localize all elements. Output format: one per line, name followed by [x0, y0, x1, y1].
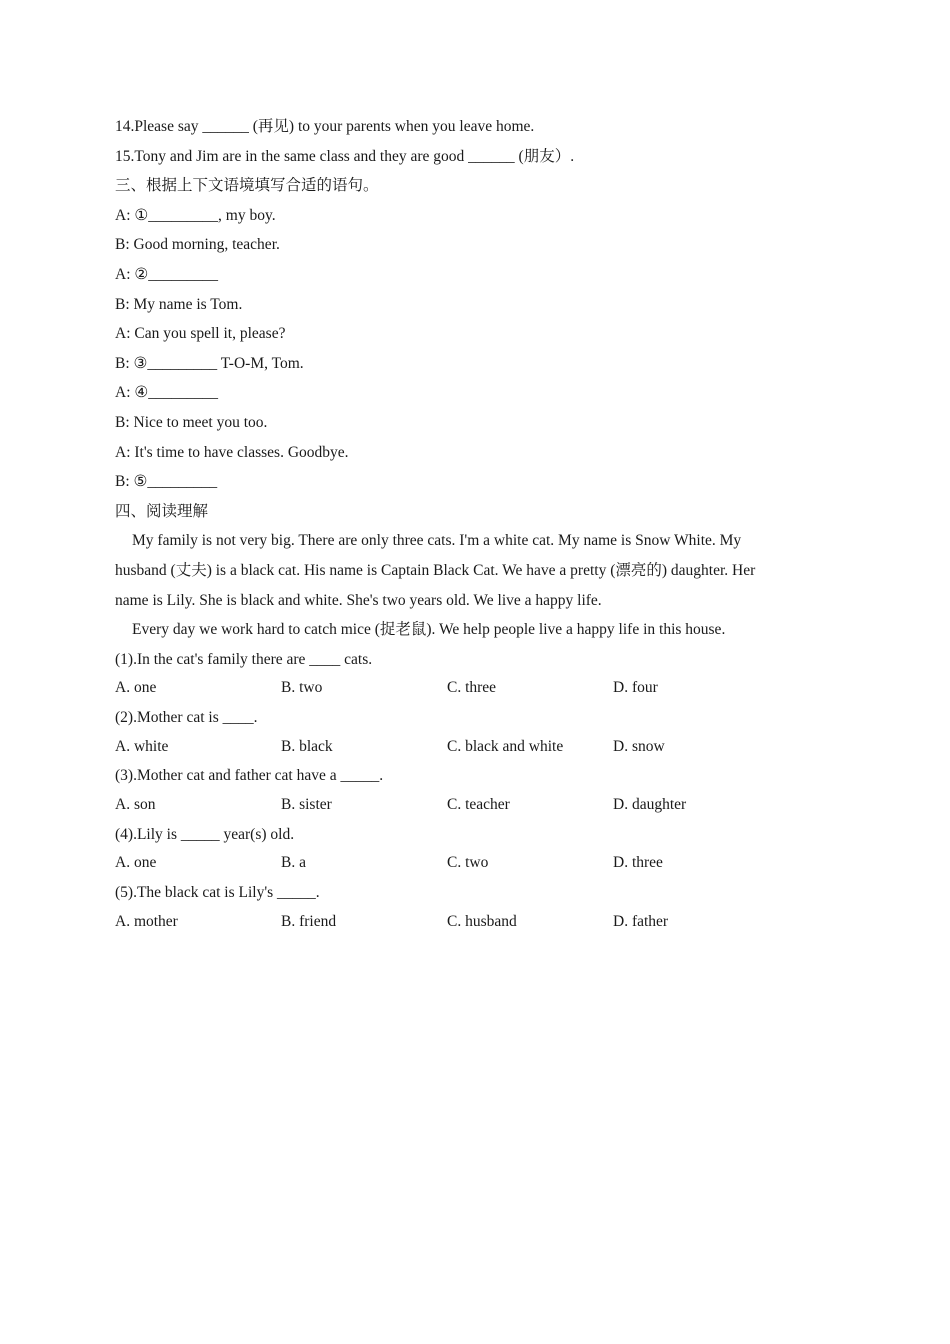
- option-a: A. mother: [115, 912, 178, 930]
- dialogue-line: B: Good morning, teacher.: [115, 236, 280, 254]
- option-b: B. friend: [281, 912, 337, 930]
- question-stem: (4).Lily is _____ year(s) old.: [115, 825, 295, 843]
- dialogue-line: A: ①_________, my boy.: [115, 206, 276, 224]
- dialogue-line: B: My name is Tom.: [115, 295, 243, 313]
- question-stem: (1).In the cat's family there are ____ cats.: [115, 650, 373, 668]
- option-c: C. two: [447, 854, 489, 872]
- option-a: A. one: [115, 854, 157, 872]
- option-a: A. white: [115, 737, 169, 755]
- question-stem: (3).Mother cat and father cat have a _____.: [115, 767, 384, 785]
- question-stem: (2).Mother cat is ____.: [115, 709, 258, 727]
- section-3-title: 三、根据上下文语境填写合适的语句。: [115, 177, 379, 195]
- options-row: [115, 908, 835, 937]
- option-b: B. a: [281, 854, 306, 872]
- question-14: 14.Please say ______ (再见) to your parents when you leave home.: [115, 118, 535, 135]
- option-c: C. black and white: [447, 737, 564, 755]
- option-d: D. snow: [613, 737, 665, 755]
- option-b: B. sister: [281, 796, 332, 814]
- option-b: B. black: [281, 737, 333, 755]
- question-15: 15.Tony and Jim are in the same class and they are good ______ (朋友）.: [115, 147, 575, 165]
- option-d: D. four: [613, 679, 658, 697]
- option-c: C. husband: [447, 912, 517, 930]
- option-d: D. father: [613, 912, 669, 930]
- question-stem: (5).The black cat is Lily's _____.: [115, 884, 320, 902]
- worksheet-page: [115, 112, 835, 937]
- dialogue-line: B: Nice to meet you too.: [115, 413, 268, 431]
- dialogue-line: A: ④_________: [115, 384, 219, 402]
- passage-line: Every day we work hard to catch mice (捉老鼠). We help people live a happy life in this house.: [132, 621, 726, 639]
- option-d: D. three: [613, 854, 663, 872]
- option-b: B. two: [281, 679, 323, 697]
- option-a: A. one: [115, 679, 157, 697]
- option-c: C. three: [447, 679, 497, 697]
- option-c: C. teacher: [447, 796, 510, 814]
- dialogue-line: B: ③_________ T-O-M, Tom.: [115, 354, 304, 372]
- options-row: [115, 791, 835, 820]
- passage-line: My family is not very big. There are only three cats. I'm a white cat. My name is Snow White. My: [132, 532, 742, 550]
- option-a: A. son: [115, 796, 156, 814]
- dialogue-line: A: It's time to have classes. Goodbye.: [115, 443, 349, 461]
- options-row: [115, 733, 835, 762]
- section-4-title: 四、阅读理解: [115, 502, 209, 520]
- dialogue-line: B: ⑤_________: [115, 473, 218, 491]
- option-d: D. daughter: [613, 796, 687, 814]
- options-row: [115, 849, 835, 878]
- options-row: [115, 674, 835, 703]
- dialogue-line: A: ②_________: [115, 265, 219, 283]
- dialogue-line: A: Can you spell it, please?: [115, 325, 286, 343]
- passage-line: husband (丈夫) is a black cat. His name is Captain Black Cat. We have a pretty (漂亮的) daughter. Her: [115, 561, 756, 579]
- passage-line: name is Lily. She is black and white. She's two years old. We live a happy life.: [115, 591, 602, 609]
